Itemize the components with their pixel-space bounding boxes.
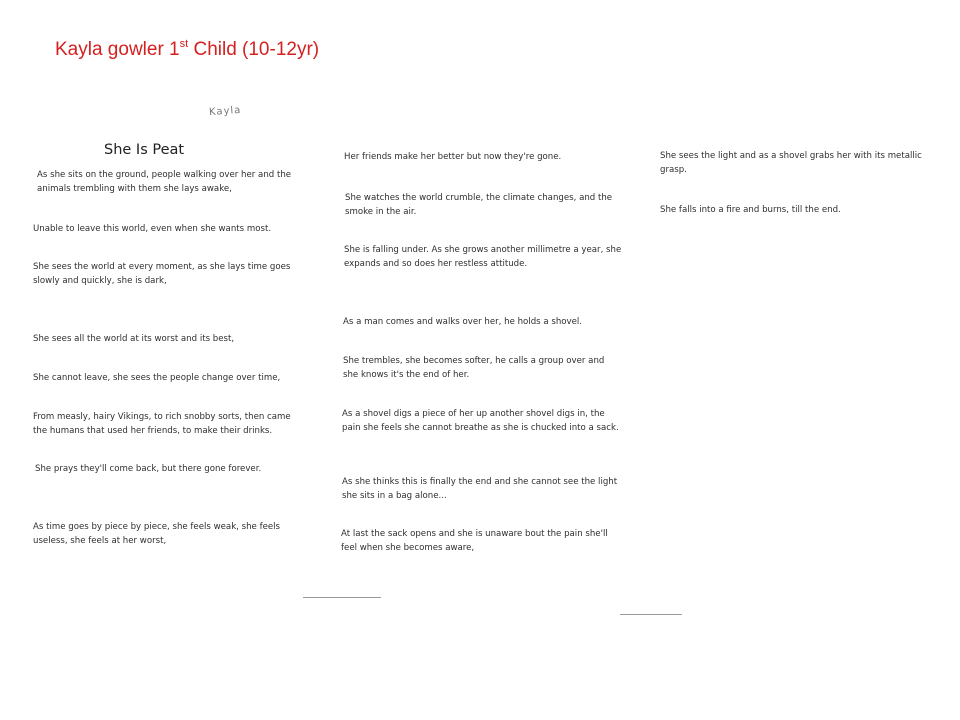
- ordinal-suffix: st: [179, 38, 189, 50]
- poem-stanza: Her friends make her better but now they're gone.: [344, 152, 562, 162]
- poem-stanza: From measly, hairy Vikings, to rich snobby sorts, then came the humans that used her friends, to make their drinks.: [33, 412, 291, 436]
- poem-stanza: As a man comes and walks over her, he holds a shovel.: [343, 317, 583, 327]
- poem-stanza: She watches the world crumble, the climate changes, and the smoke in the air.: [345, 193, 613, 217]
- poem-title: She Is Peat: [104, 142, 185, 158]
- entry-header: [55, 38, 319, 61]
- poem-stanza: She is falling under. As she grows another millimetre a year, she expands and so does her restless attitude.: [344, 245, 622, 269]
- divider-line: [303, 597, 381, 598]
- poem-stanza: She falls into a fire and burns, till the end.: [660, 205, 841, 215]
- poem-stanza: She cannot leave, she sees the people change over time,: [33, 373, 281, 383]
- poem-stanza: She sees all the world at its worst and its best,: [33, 334, 235, 344]
- poem-stanza: Unable to leave this world, even when she wants most.: [33, 224, 272, 234]
- poem-stanza: She prays they'll come back, but there gone forever.: [35, 464, 262, 474]
- poem-stanza: She trembles, she becomes softer, he calls a group over and she knows it's the end of her.: [343, 356, 605, 380]
- poem-stanza: As she thinks this is finally the end and she cannot see the light she sits in a bag alone...: [342, 477, 618, 501]
- poem-stanza: At last the sack opens and she is unaware bout the pain she'll feel when she becomes aware,: [341, 529, 608, 553]
- entry-name: Kayla gowler 1: [55, 39, 180, 60]
- handwritten-signature: Kayla: [208, 104, 242, 119]
- poem-stanza: As a shovel digs a piece of her up another shovel digs in, the pain she feels she cannot breathe as she is chucked into a sack.: [342, 409, 619, 433]
- entry-category: Child (10-12yr): [188, 39, 320, 60]
- poem-stanza: She sees the world at every moment, as she lays time goes slowly and quickly, she is dark,: [33, 262, 291, 286]
- poem-stanza: As time goes by piece by piece, she feels weak, she feels useless, she feels at her worst,: [33, 522, 281, 546]
- poem-stanza: As she sits on the ground, people walking over her and the animals trembling with them she lays awake,: [37, 170, 292, 194]
- divider-line: [620, 614, 682, 615]
- poem-stanza: She sees the light and as a shovel grabs her with its metallic grasp.: [660, 151, 922, 175]
